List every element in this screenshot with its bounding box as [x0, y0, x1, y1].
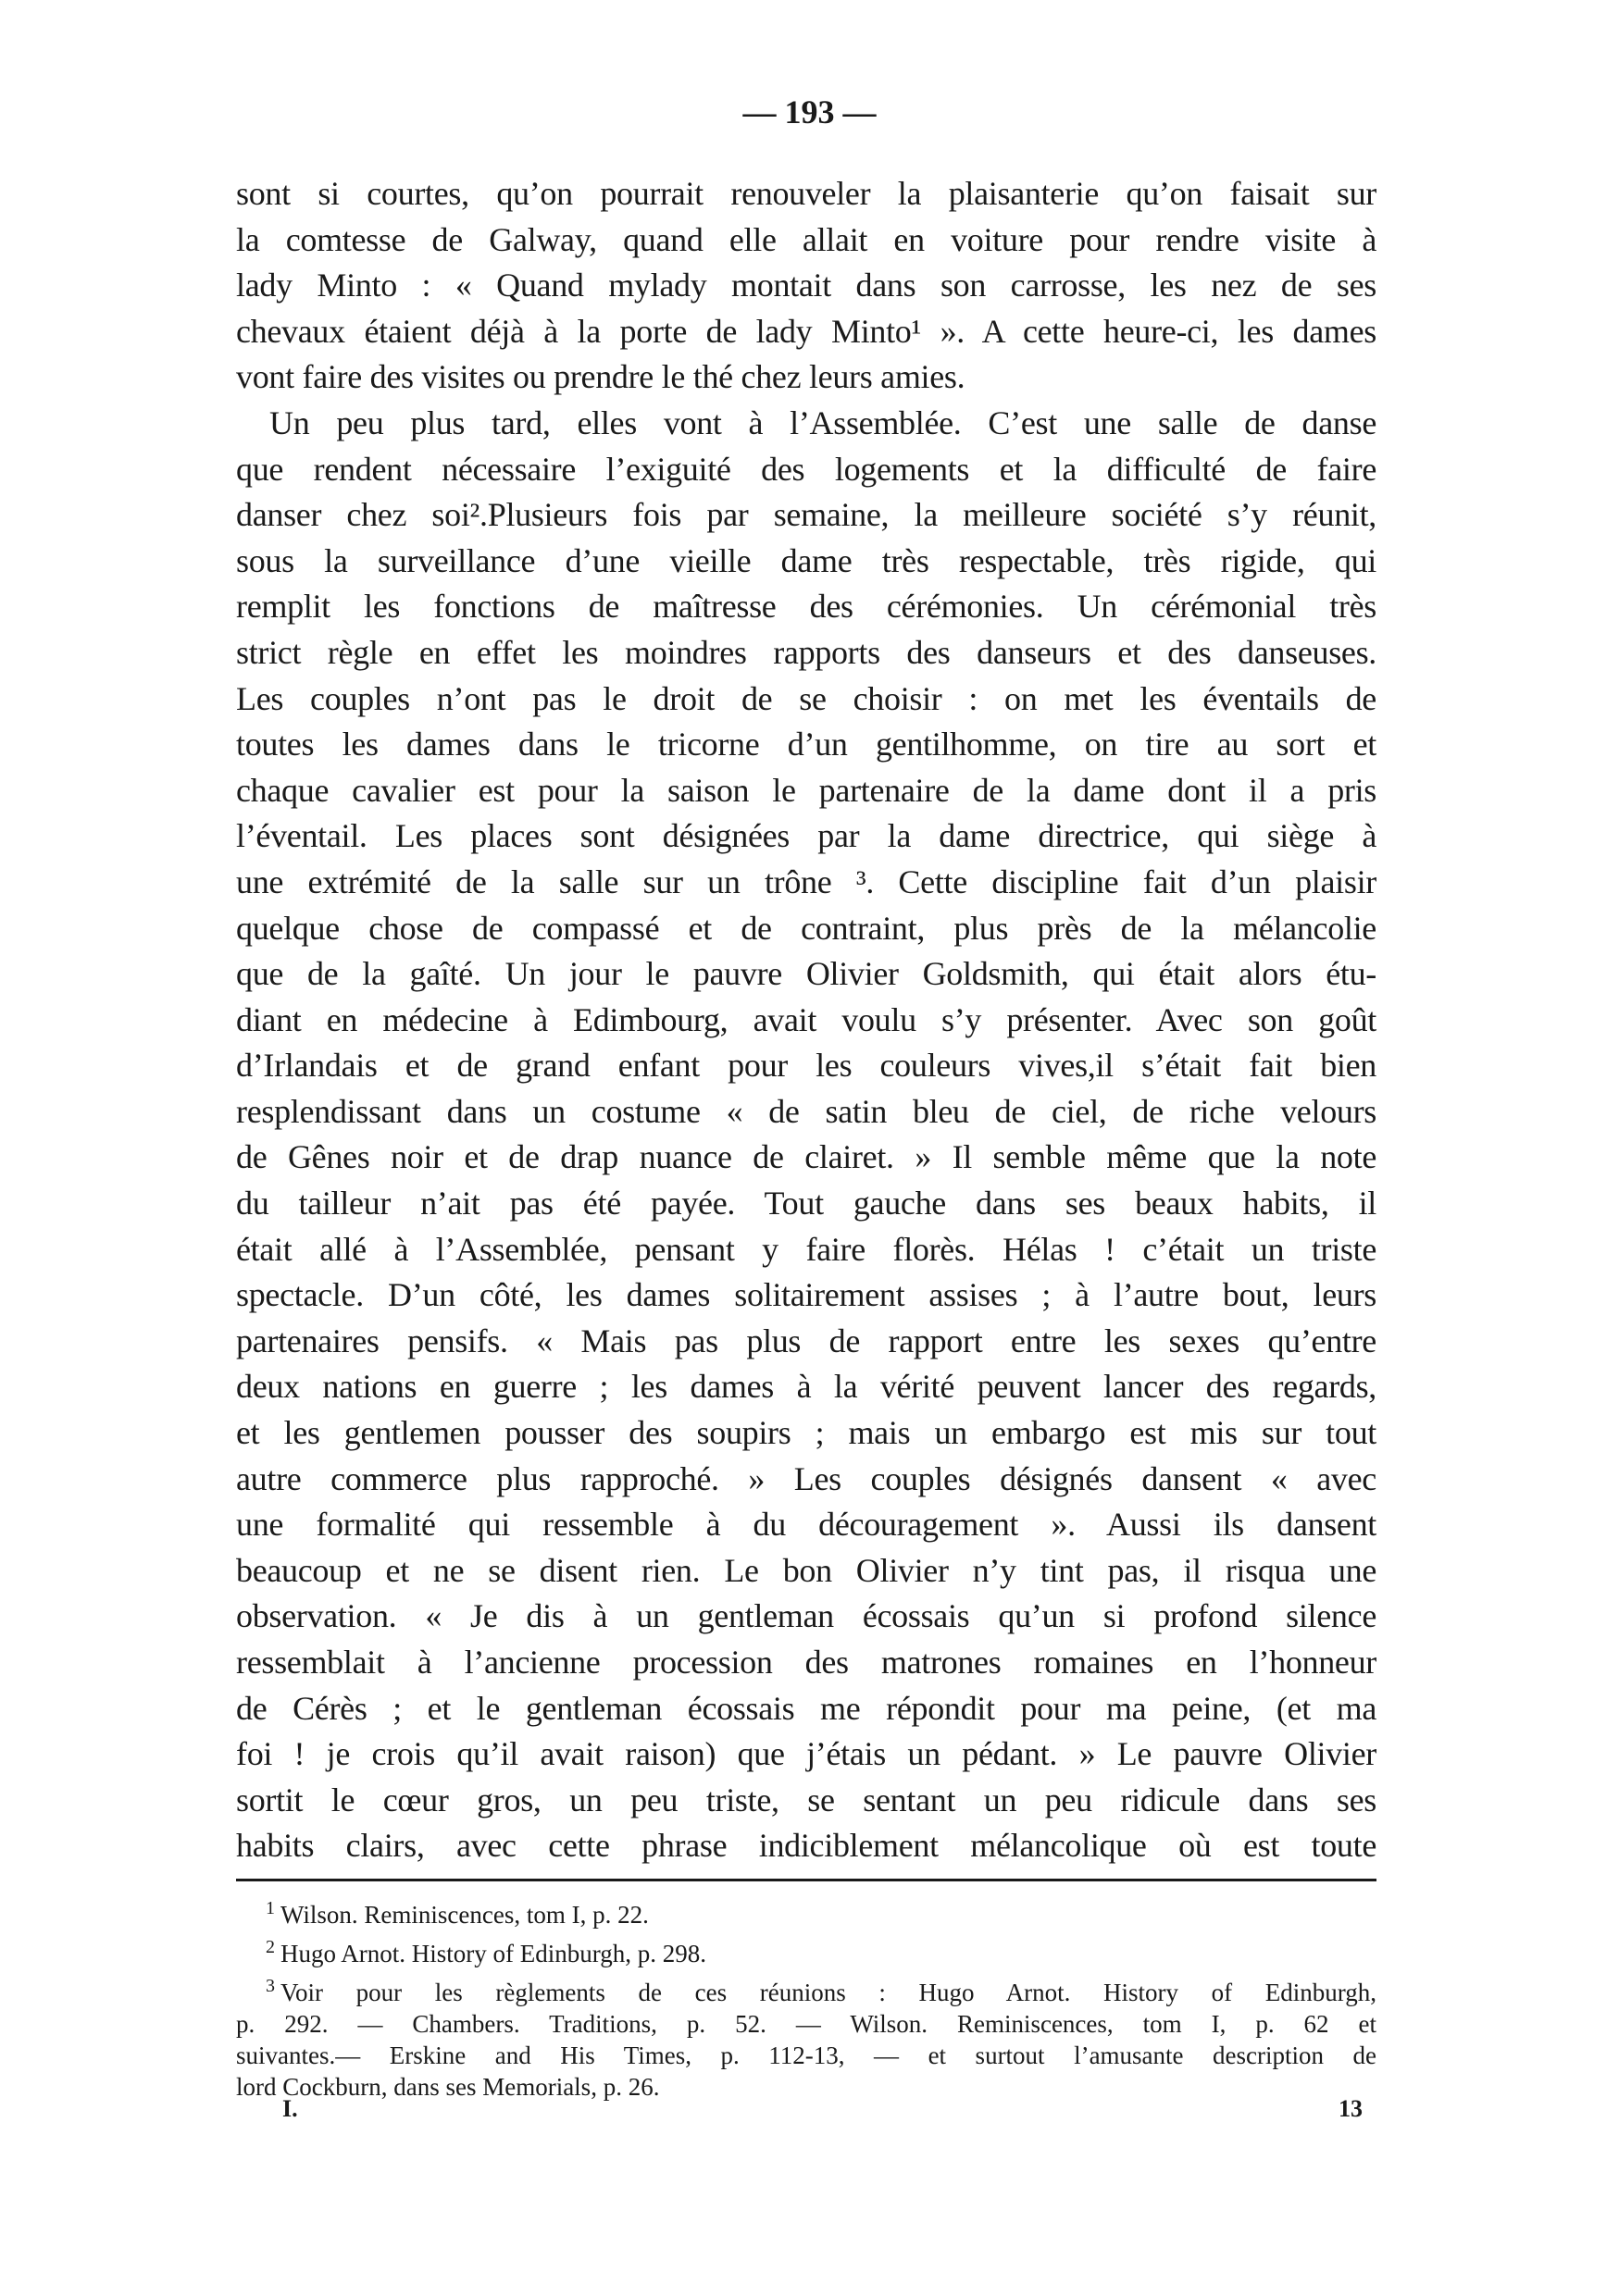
text-line: était allé à l’Assemblée, pensant y faire florès. Hélas ! c’était un triste	[236, 1230, 1376, 1268]
text-line: ressemblait à l’ancienne procession des matrones romaines en l’honneur	[236, 1644, 1376, 1681]
text-line: une formalité qui ressemble à du découragement ». Aussi ils dansent	[236, 1506, 1376, 1544]
text-line: la comtesse de Galway, quand elle allait en voiture pour rendre visite à	[236, 220, 1376, 258]
text-line: observation. « Je dis à un gentleman écossais qu’un si profond silence	[236, 1597, 1376, 1635]
text-line: quelque chose de compassé et de contraint, plus près de la mélancolie	[236, 909, 1376, 947]
text-line: habits clairs, avec cette phrase indiciblement mélancolique où est toute	[236, 1827, 1376, 1865]
signature-number: 13	[1339, 2095, 1363, 2122]
footnote-mark: 3	[266, 1976, 275, 1996]
footnote-mark: 1	[266, 1898, 275, 1918]
text-line: spectacle. D’un côté, les dames solitairement assises ; à l’autre bout, leurs	[236, 1276, 1376, 1314]
footnote-text: suivantes.— Erskine and His Times, p. 112-13, — et surtout l’amusante description de	[236, 2042, 1376, 2069]
footnote-text: Wilson. Reminiscences, tom I, p. 22.	[280, 1901, 649, 1929]
footnote-1	[236, 1899, 1376, 1930]
text-line: danser chez soi².Plusieurs fois par semaine, la meilleure société s’y réunit,	[236, 496, 1376, 534]
text-line: chaque cavalier est pour la saison le partenaire de la dame dont il a pris	[236, 771, 1376, 809]
text-line: beaucoup et ne se disent rien. Le bon Olivier n’y tint pas, il risqua une	[236, 1551, 1376, 1589]
text-line: vont faire des visites ou prendre le thé chez leurs amies.	[236, 358, 965, 396]
footnote-text: lord Cockburn, dans ses Memorials, p. 26.	[236, 2073, 660, 2101]
footnote-text: p. 292. — Chambers. Traditions, p. 52. — Wilson. Reminiscences, tom I, p. 62 et	[236, 2010, 1376, 2038]
footnote-2	[236, 1938, 1376, 1969]
text-line: de Cérès ; et le gentleman écossais me répondit pour ma peine, (et ma	[236, 1689, 1376, 1727]
text-line: sous la surveillance d’une vieille dame très respectable, très rigide, qui	[236, 541, 1376, 579]
footnote-3	[236, 1977, 1376, 2103]
text-line: Un peu plus tard, elles vont à l’Assemblée. C’est une salle de danse	[269, 403, 1376, 441]
page-number: — 193 —	[742, 93, 877, 130]
text-line: que de la gaîté. Un jour le pauvre Olivier Goldsmith, qui était alors étu-	[236, 955, 1376, 993]
text-line: sont si courtes, qu’on pourrait renouveler la plaisanterie qu’on faisait sur	[236, 175, 1376, 212]
text-line: sortit le cœur gros, un peu triste, se sentant un peu ridicule dans ses	[236, 1781, 1376, 1818]
text-line: de Gênes noir et de drap nuance de clairet. » Il semble même que la note	[236, 1138, 1376, 1176]
footnote-divider	[236, 1879, 1376, 1881]
text-line: l’éventail. Les places sont désignées par la dame directrice, qui siège à	[236, 817, 1376, 855]
signature-mark: I.	[282, 2095, 298, 2122]
text-line: lady Minto : « Quand mylady montait dans son carrosse, les nez de ses	[236, 267, 1376, 304]
text-line: remplit les fonctions de maîtresse des cérémonies. Un cérémonial très	[236, 588, 1376, 626]
text-line: que rendent nécessaire l’exiguité des logements et la difficulté de faire	[236, 450, 1376, 488]
footnote-text: Voir pour les règlements de ces réunions : Hugo Arnot. History of Edinburgh,	[280, 1979, 1376, 2006]
footnote-mark: 2	[266, 1937, 275, 1957]
text-line: strict règle en effet les moindres rapports des danseurs et des danseuses.	[236, 633, 1376, 671]
footnotes	[236, 1899, 1376, 2110]
text-line: d’Irlandais et de grand enfant pour les couleurs vives,il s’était fait bien	[236, 1047, 1376, 1085]
text-line: deux nations en guerre ; les dames à la vérité peuvent lancer des regards,	[236, 1368, 1376, 1406]
text-line: diant en médecine à Edimbourg, avait voulu s’y présenter. Avec son goût	[236, 1000, 1376, 1038]
text-line: foi ! je crois qu’il avait raison) que j’étais un pédant. » Le pauvre Olivier	[236, 1735, 1376, 1773]
body-text	[236, 171, 1376, 1869]
footnote-text: Hugo Arnot. History of Edinburgh, p. 298.	[280, 1940, 706, 1967]
text-line: toutes les dames dans le tricorne d’un gentilhomme, on tire au sort et	[236, 726, 1376, 763]
text-line: une extrémité de la salle sur un trône ³. Cette discipline fait d’un plaisir	[236, 863, 1376, 900]
text-line: Les couples n’ont pas le droit de se choisir : on met les éventails de	[236, 679, 1376, 717]
text-line: resplendissant dans un costume « de satin bleu de ciel, de riche velours	[236, 1092, 1376, 1130]
text-line: autre commerce plus rapproché. » Les couples désignés dansent « avec	[236, 1459, 1376, 1497]
text-line: partenaires pensifs. « Mais pas plus de rapport entre les sexes qu’entre	[236, 1322, 1376, 1359]
text-line: du tailleur n’ait pas été payée. Tout gauche dans ses beaux habits, il	[236, 1185, 1376, 1222]
text-line: chevaux étaient déjà à la porte de lady Minto¹ ». A cette heure-ci, les dames	[236, 312, 1376, 350]
text-line: et les gentlemen pousser des soupirs ; mais un embargo est mis sur tout	[236, 1414, 1376, 1452]
